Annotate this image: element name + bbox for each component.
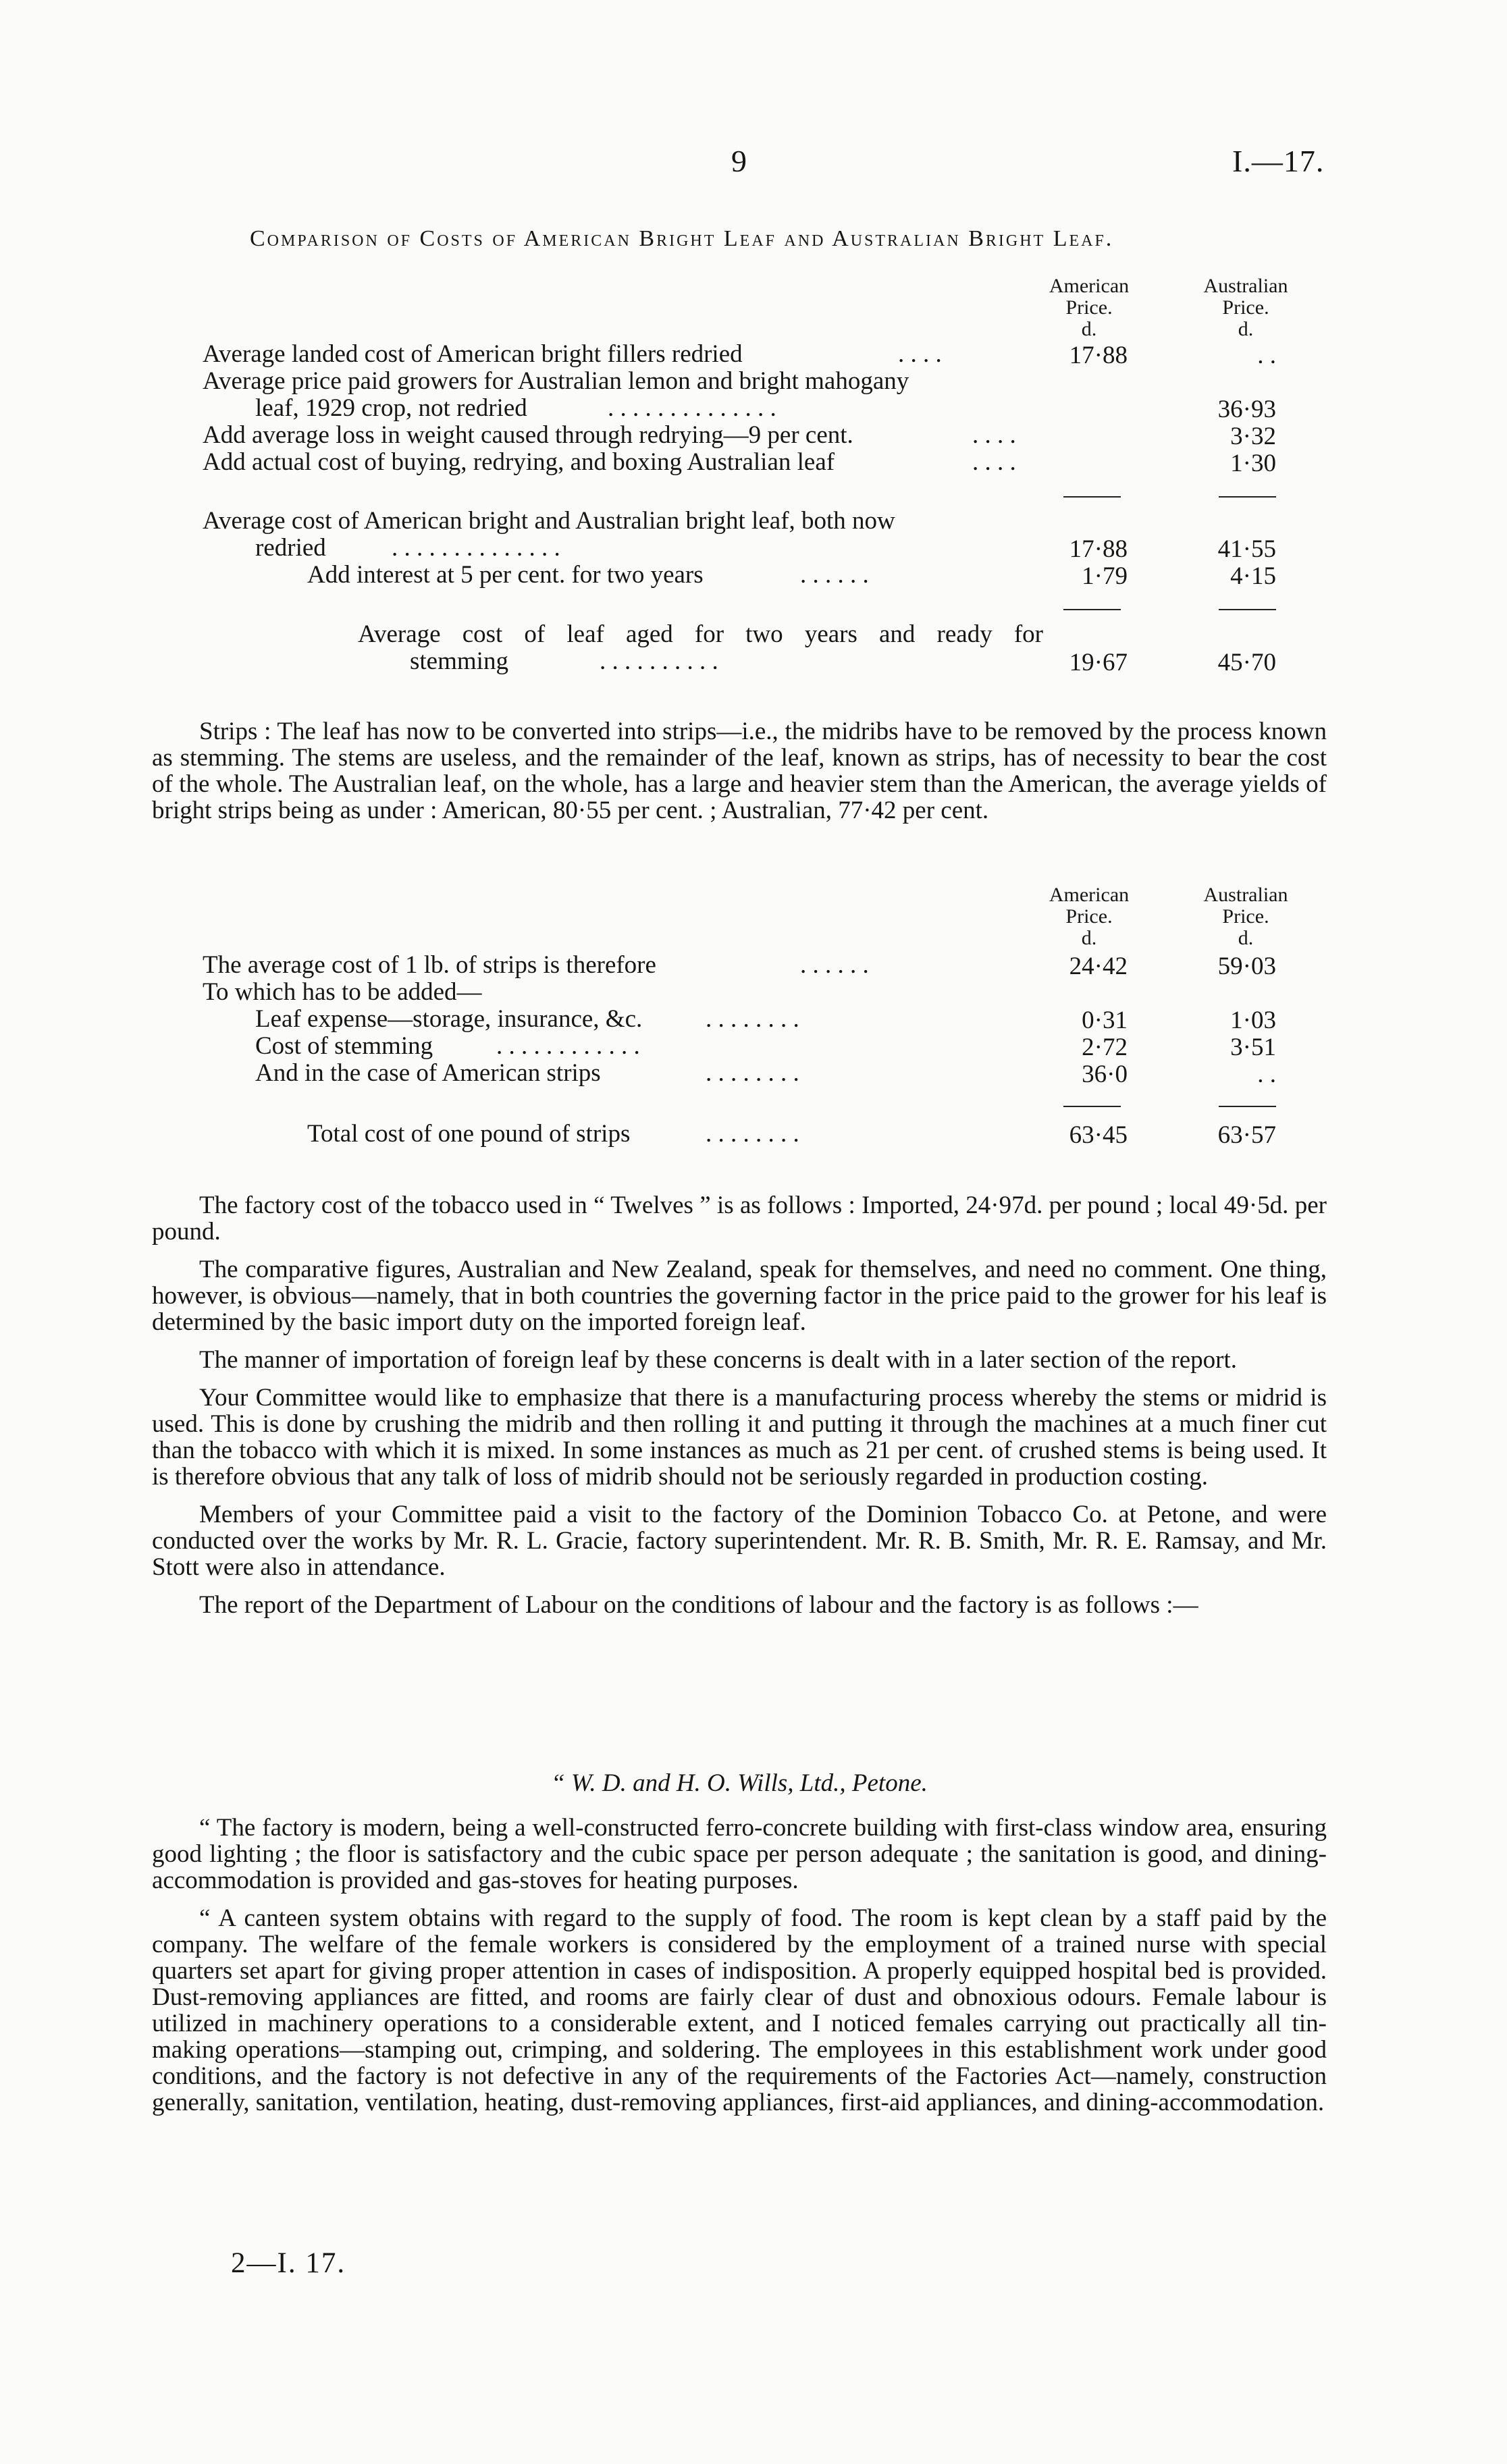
sum-rule: [1219, 609, 1276, 610]
table1-both-label-cont: redried: [255, 534, 326, 562]
table2-leaders: . . . . . . . .: [706, 1059, 799, 1087]
table2-leaders: . . . . . .: [800, 951, 869, 979]
table1-leaders: . . . . . . . . . .: [600, 647, 718, 675]
table1-leaders: . . . . . . . . . . . . . .: [392, 534, 560, 562]
body-paragraphs: [152, 1192, 1327, 1630]
table2-american-value: 2·72: [1082, 1034, 1128, 1061]
paragraph: The factory cost of the tobacco used in “ Twelves ” is as follows : Imported, 24·97d. per pound ; local 49·5d. per pound.: [152, 1191, 1327, 1246]
table2-row-label: The average cost of 1 lb. of strips is therefore: [203, 951, 656, 979]
table1-american-value: 17·88: [1069, 342, 1128, 369]
report-quote: [152, 1815, 1327, 2127]
table1-interest-american: 1·79: [1082, 562, 1128, 590]
signature-mark: 2—I. 17.: [231, 2247, 346, 2279]
table1-leaders: . . . .: [972, 421, 1016, 449]
table2-leaders: . . . . . . . .: [706, 1005, 799, 1033]
table1-australian-value: . .: [1257, 342, 1276, 369]
strips-paragraph: Strips : The leaf has now to be converted into strips—i.e., the midribs have to be removed by the process known as stemming. The stems are useless, and the remainder of the leaf, known as strips, has of necessity to bear the cost of the whole. The Australian leaf, on the whole, has a large and heavier stem than the American, the average yields of bright strips being as under : American, 80·55 per cent. ; Australian, 77·42 per cent.: [152, 718, 1327, 824]
sum-rule: [1063, 609, 1121, 610]
table1-interest-australian: 4·15: [1230, 562, 1276, 590]
document-reference: I.—17.: [1232, 144, 1325, 178]
table1-interest-label: Add interest at 5 per cent. for two years: [307, 561, 704, 589]
table2-row-label: To which has to be added—: [203, 978, 482, 1006]
paragraph: The manner of importation of foreign leaf by these concerns is dealt with in a later section of the report.: [199, 1346, 1238, 1374]
table2-australian-value: 59·03: [1217, 953, 1276, 980]
table1-leaders: . . . . . . . . . . . . . .: [608, 394, 776, 422]
table1-leaders: . . . . . .: [800, 561, 869, 589]
table2-leaders: . . . . . . . .: [706, 1120, 799, 1148]
table2-american-value: 24·42: [1069, 953, 1128, 980]
sum-rule: [1219, 1106, 1276, 1107]
report-paragraph: “ A canteen system obtains with regard to the supply of food. The room is kept clean by a staff paid by the company. The welfare of the female workers is considered by the employment of a trained nurse with special quarters set apart for giving proper attention in cases of indisposition. A properly equipped hospital bed is provided. Dust-removing appliances are fitted, and rooms are fairly clear of dust and obnoxious odours. Female labour is utilized in machinery operations to a considerable extent, and I noticed females carrying out practically all tin-making operations—stamping out, crimping, and soldering. The employees in this establishment work under good conditions, and the factory is not defective in any of the requirements of the Factories Act—namely, construction generally, sanitation, ventilation, heating, dust-removing appliances, first-aid appliances, and dining-accommodation.: [152, 1904, 1327, 2116]
table2-american-value: 0·31: [1082, 1007, 1128, 1034]
table2-australian-value: 1·03: [1230, 1007, 1276, 1034]
table1-aged-label-cont: stemming: [410, 647, 508, 675]
sum-rule: [1219, 496, 1276, 498]
table2-col-american-header: American Price. d.: [1049, 884, 1130, 949]
report-paragraph: “ The factory is modern, being a well-constructed ferro-concrete building with first-class window area, ensuring good lighting ; the floor is satisfactory and the cubic space per person adequate ; the sanitation is good, and dining-accommodation is provided and gas-stoves for heating purposes.: [152, 1814, 1327, 1894]
table1-both-australian: 41·55: [1217, 535, 1276, 563]
table1-row-label: Add actual cost of buying, redrying, and boxing Australian leaf: [203, 448, 835, 476]
table2-american-value: 36·0: [1082, 1061, 1128, 1088]
table2-australian-value: . .: [1257, 1061, 1276, 1088]
table1-australian-value: 36·93: [1217, 396, 1276, 423]
table2-australian-value: 3·51: [1230, 1034, 1276, 1061]
table2-row-label: Leaf expense—storage, insurance, &c.: [255, 1005, 643, 1033]
table1-col-american-header: American Price. d.: [1049, 275, 1130, 340]
table1-row-label: Average price paid growers for Australian lemon and bright mahogany: [203, 367, 909, 395]
table1-aged-label: Average cost of leaf aged for two years and ready for: [358, 620, 1043, 648]
page-number: 9: [731, 144, 747, 178]
sum-rule: [1063, 1106, 1121, 1107]
table1-australian-value: 1·30: [1230, 450, 1276, 477]
table2-total-american: 63·45: [1069, 1121, 1128, 1149]
table1-leaders: . . . .: [898, 340, 942, 368]
table1-row-label: Add average loss in weight caused through redrying—9 per cent.: [203, 421, 853, 449]
table1-title: Comparison of Costs of American Bright Leaf and Australian Bright Leaf.: [250, 226, 1114, 251]
table2-total-australian: 63·57: [1217, 1121, 1276, 1149]
table1-australian-value: 3·32: [1230, 423, 1276, 450]
sum-rule: [1063, 496, 1121, 498]
table2-col-australian-header: Australian Price. d.: [1203, 884, 1288, 949]
table2-leaders: . . . . . . . . . . . .: [496, 1032, 640, 1060]
table2-row-label: And in the case of American strips: [255, 1059, 601, 1087]
table2-total-label: Total cost of one pound of strips: [307, 1120, 631, 1148]
table1-row-label: leaf, 1929 crop, not redried: [255, 394, 527, 422]
table1-aged-australian: 45·70: [1217, 649, 1276, 676]
table1-both-american: 17·88: [1069, 535, 1128, 563]
paragraph: The report of the Department of Labour on the conditions of labour and the factory is as follows :—: [199, 1591, 1198, 1619]
paragraph: Members of your Committee paid a visit to the factory of the Dominion Tobacco Co. at Petone, and were conducted over the works by Mr. R. L. Gracie, factory superintendent. Mr. R. B. Smith, Mr. R. E. Ramsay, and Mr. Stott were also in attendance.: [152, 1501, 1327, 1581]
table1-row-label: Average landed cost of American bright fillers redried: [203, 340, 743, 368]
table1-col-australian-header: Australian Price. d.: [1203, 275, 1288, 340]
table1-aged-american: 19·67: [1069, 649, 1128, 676]
table1-leaders: . . . .: [972, 448, 1016, 476]
table1-both-label: Average cost of American bright and Australian bright leaf, both now: [203, 507, 895, 535]
report-title: “ W. D. and H. O. Wills, Ltd., Petone.: [551, 1769, 928, 1797]
table2-row-label: Cost of stemming: [255, 1032, 433, 1060]
paragraph: The comparative figures, Australian and New Zealand, speak for themselves, and need no comment. One thing, however, is obvious—namely, that in both countries the governing factor in the price paid to the grower for his leaf is determined by the basic import duty on the imported foreign leaf.: [152, 1256, 1327, 1336]
paragraph: Your Committee would like to emphasize that there is a manufacturing process whereby the stems or midrid is used. This is done by crushing the midrib and then rolling it and putting it through the machines at a much finer cut than the tobacco with which it is mixed. In some instances as much as 21 per cent. of crushed stems is being used. It is therefore obvious that any talk of loss of midrib should not be seriously regarded in production costing.: [152, 1384, 1327, 1491]
